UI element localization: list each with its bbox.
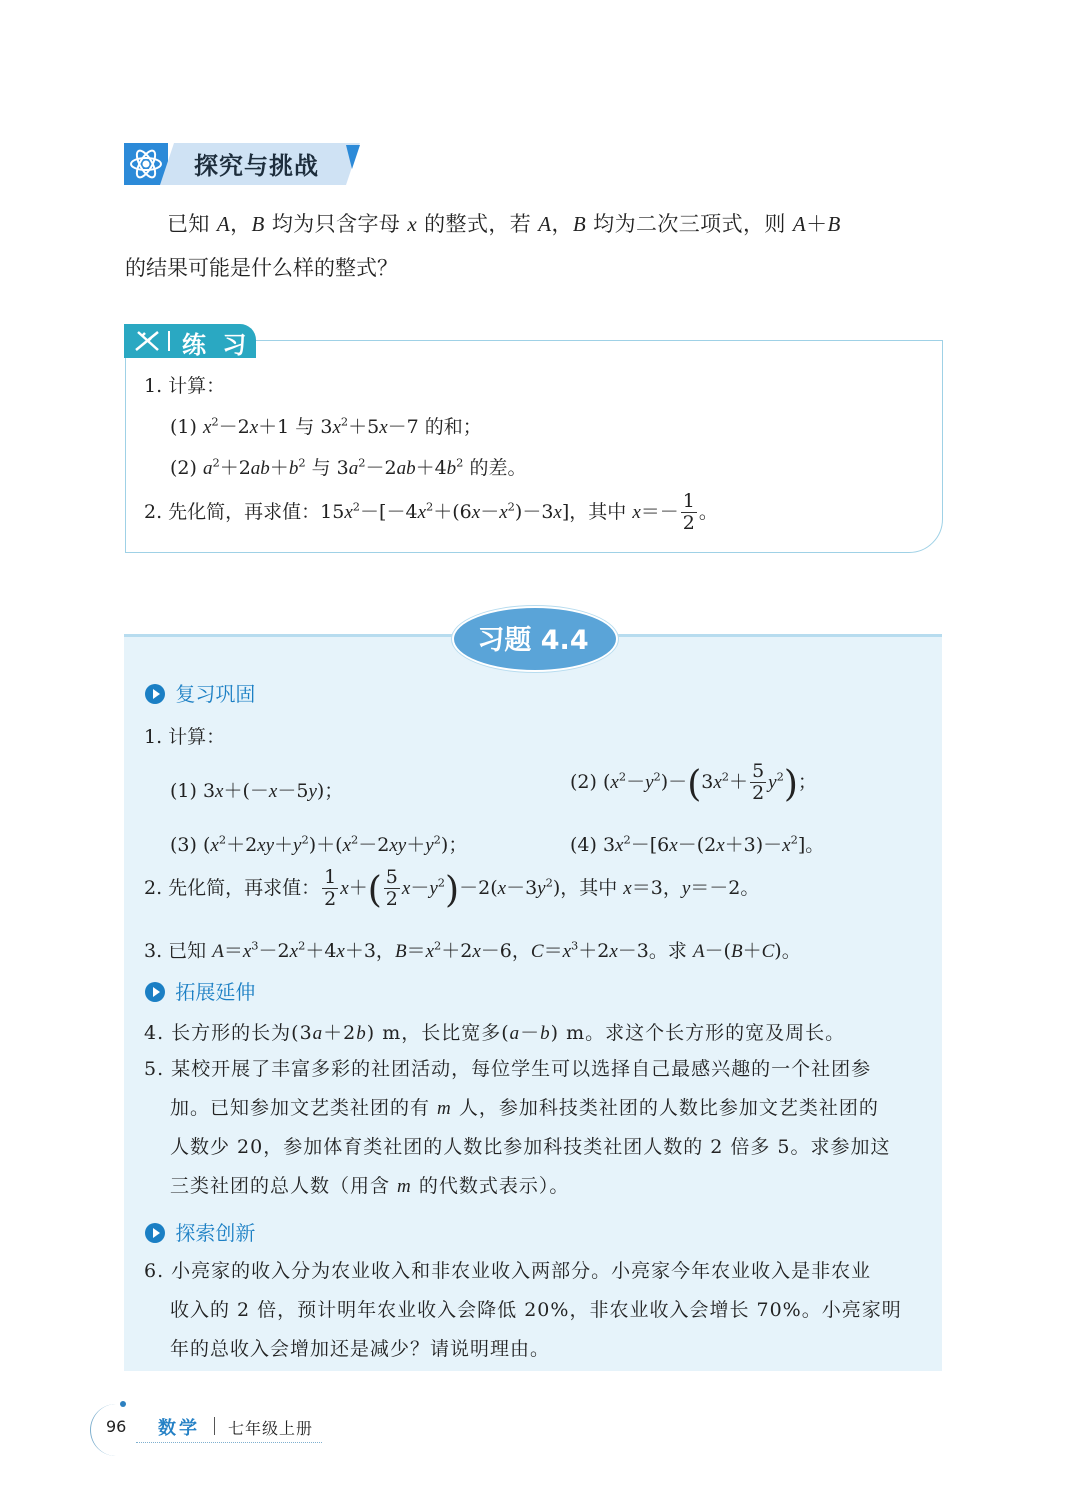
footer-line <box>136 1442 322 1443</box>
play-icon <box>145 1223 165 1243</box>
ex-q1: 1. 计算： <box>144 726 226 748</box>
ex-q1-2: (2) $(x^2-y^2)-(3x^2+$ $\frac{5}{2}$ $y^2$)； <box>570 760 817 805</box>
page-number: 96 <box>106 1417 127 1436</box>
book-subject: 数学 <box>158 1418 200 1439</box>
section-review: 复习巩固 <box>145 678 255 707</box>
explore-text: 已知 A，B 均为只含字母 x 的整式，若 A，B 均为二次三项式，则 A＋B 的结果可能是什么样的整式？ <box>125 212 841 280</box>
practice-title: 练 习 <box>182 331 251 359</box>
footer-divider <box>214 1417 215 1435</box>
practice-q1-2: (2) $a^2+2ab+b^2$ 与 $3a^2-2ab+4b^2$ 的差。 <box>170 455 527 479</box>
ex-q1-3: (3) $(x^2+2xy+y^2)+(x^2-2xy+y^2)$； <box>170 832 468 856</box>
exercise-title: 习题 4.4 <box>477 625 589 656</box>
section-extension: 拓展延伸 <box>145 976 255 1005</box>
ex-q3: 3. 已知 $A=x^3-2x^2+4x+3$，$B=x^2+2x-6$，$C=x^3+2x-3$。求 A－(B＋C)。 <box>144 938 801 962</box>
practice-q2: 2. 先化简，再求值：$15x^2-[-4x^2+(6x-x^2)-3x]$，其中 x＝－ $\frac{1}{2}$ 。 <box>144 490 718 534</box>
footer-dot <box>120 1401 126 1407</box>
ex-q5: 5. 某校开展了丰富多彩的社团活动，每位学生可以选择自己最感兴趣的一个社团参 加。已知参加文艺类社团的有 m 人，参加科技类社团的人数比参加文艺类社团的 人数少 20，参加体育类社团的人数比参加科技类社团人数的 2 倍多 5。求参加这 三类社团的总人数（用含 m 的代数式表示）。 <box>144 1058 891 1197</box>
section-innovation: 探索创新 <box>145 1217 255 1246</box>
practice-q1: 1. 计算： <box>144 375 226 397</box>
book-grade: 七年级上册 <box>228 1419 314 1438</box>
ex-q4: 4. 长方形的长为(3a＋2b) m，长比宽多(a－b) m。求这个长方形的宽及周长。 <box>144 1022 846 1044</box>
explore-title: 探究与挑战 <box>194 152 319 180</box>
ex-q1-1: (1) 3x＋(－x－5y)； <box>170 780 344 802</box>
ex-q6: 6. 小亮家的收入分为农业收入和非农业收入两部分。小亮家今年农业收入是非农业 收入的 2 倍，预计明年农业收入会降低 20%，非农业收入会增长 70%。小亮家明 年的总收入会增加还是减少？请说明理由。 <box>144 1260 902 1360</box>
ex-q1-4: (4) $3x^2-[6x-(2x+3)-x^2]$。 <box>570 832 825 856</box>
pencil-ruler-icon <box>132 328 164 354</box>
play-icon <box>145 982 165 1002</box>
practice-q1-1: (1) $x^2-2x+1$ 与 $3x^2+5x-7$ 的和； <box>170 414 482 438</box>
ex-q2: 2. 先化简，再求值： $\frac{1}{2}$ x＋( $\frac{5}{2}$ $x-y^2)-2(x-3y^2)$，其中 x＝3，y＝－2。 <box>144 866 760 911</box>
play-icon <box>145 684 165 704</box>
